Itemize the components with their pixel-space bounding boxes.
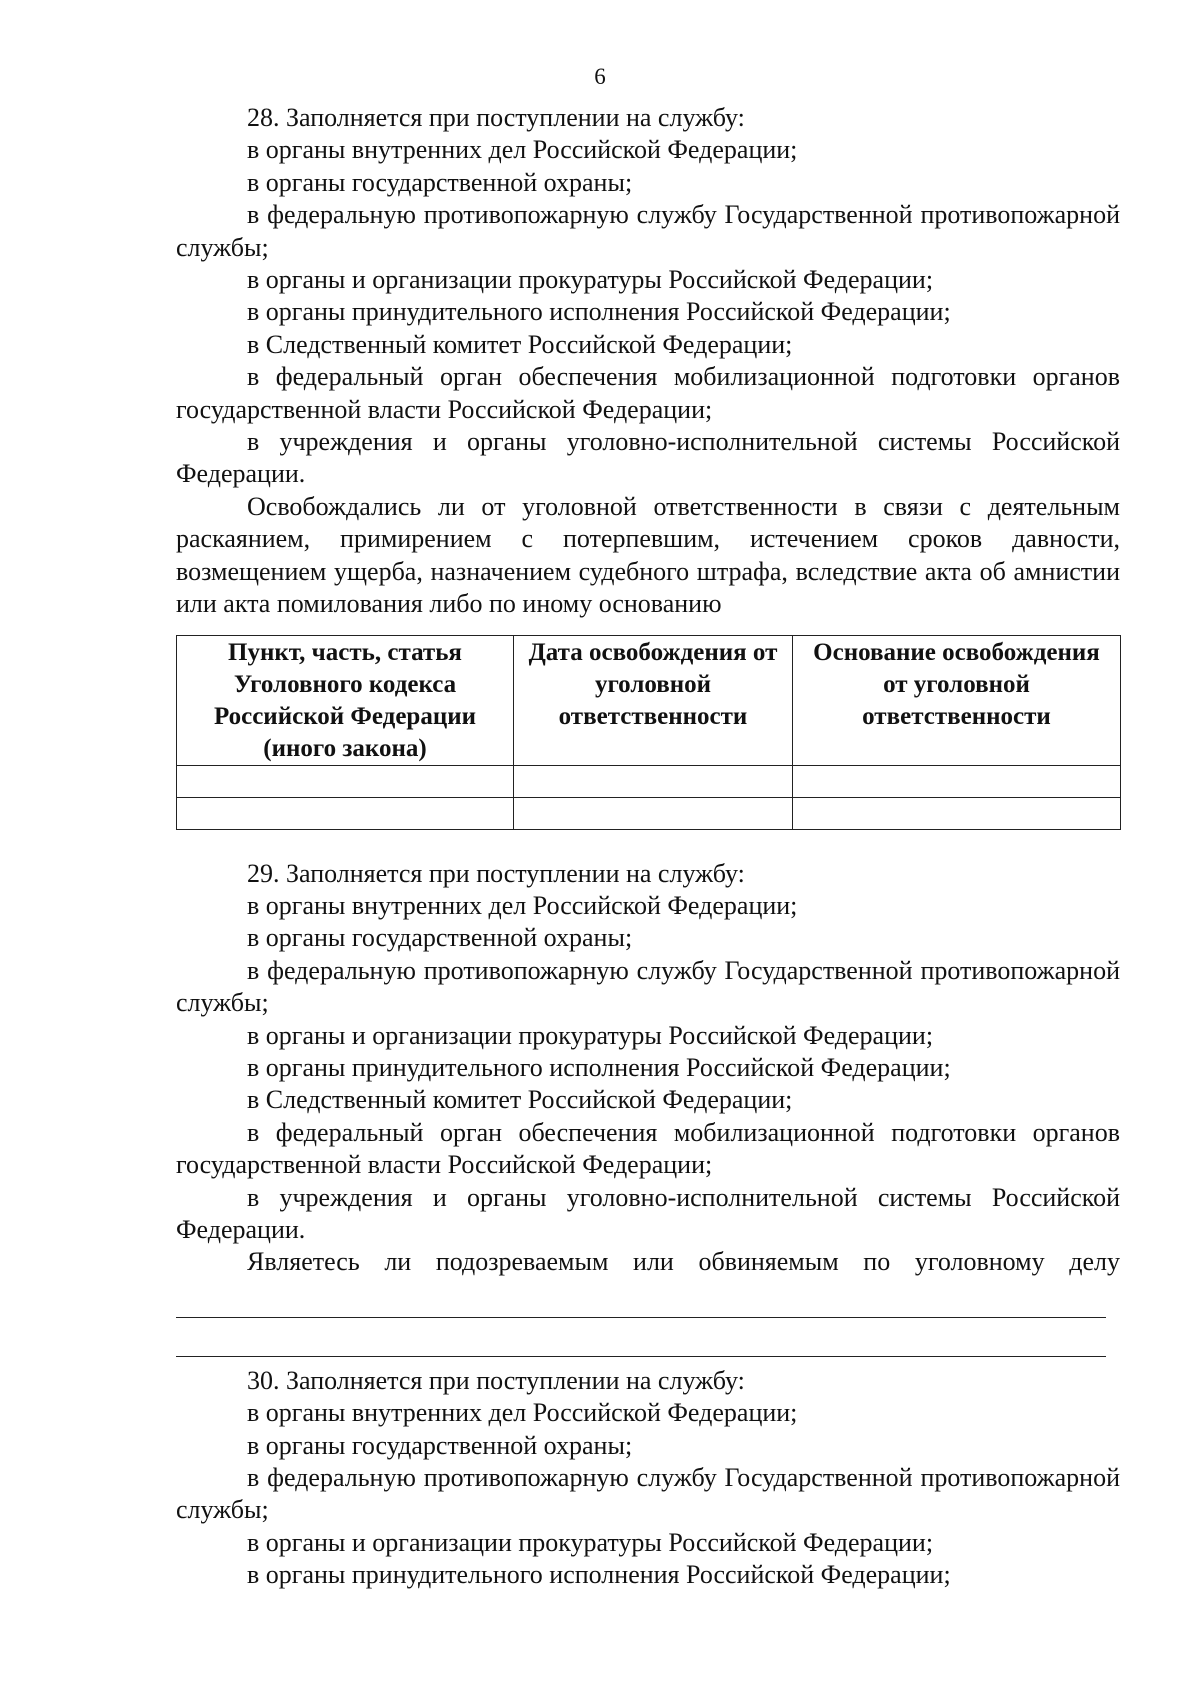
list-item: в органы внутренних дел Российской Федерации;: [247, 890, 798, 920]
list-item: в органы внутренних дел Российской Федерации;: [247, 135, 798, 165]
list-item: в Следственный комитет Российской Федерации;: [247, 329, 793, 359]
table-cell-input[interactable]: [177, 765, 514, 797]
column-header-article: Пункт, часть, статья Уголовного кодекса Российской Федерации (иного закона): [177, 635, 514, 765]
table-cell-input[interactable]: [793, 765, 1121, 797]
table-cell-input[interactable]: [514, 765, 793, 797]
section-30: [176, 1365, 1120, 1592]
list-item: в федеральный орган обеспечения мобилизационной подготовки органов государственной власти Российской Федерации;: [176, 1117, 1120, 1180]
table-cell-input[interactable]: [177, 797, 514, 829]
question-text: Освобождались ли от уголовной ответственности в связи с деятельным раскаянием, примирением с потерпевшим, истечением сроков давности, возмещением ущерба, назначением судебного штрафа, вследствие акта об амнистии или акта помилования либо по иному основанию: [176, 491, 1120, 619]
table-row: [177, 797, 1121, 829]
page-number: 6: [594, 64, 606, 89]
list-item: в органы государственной охраны;: [247, 1430, 633, 1460]
list-item: в органы принудительного исполнения Российской Федерации;: [247, 297, 951, 327]
list-item: в федеральную противопожарную службу Государственной противопожарной службы;: [176, 955, 1120, 1018]
section-30-heading: 30. Заполняется при поступлении на службу:: [247, 1365, 745, 1395]
release-table: [176, 635, 1121, 830]
list-item: в органы государственной охраны;: [247, 923, 633, 953]
answer-line[interactable]: [176, 1279, 1106, 1318]
list-item: в федеральную противопожарную службу Государственной противопожарной службы;: [176, 1463, 1120, 1525]
document-body: [176, 102, 1120, 1592]
question-text: Являетесь ли подозреваемым или обвиняемым по уголовному делу: [247, 1247, 1120, 1277]
table-cell-input[interactable]: [514, 797, 793, 829]
list-item: в учреждения и органы уголовно-исполнительной системы Российской Федерации.: [176, 1182, 1120, 1244]
section-28: [176, 102, 1120, 830]
list-item: в органы и организации прокуратуры Российской Федерации;: [247, 1527, 934, 1557]
answer-line[interactable]: [176, 1318, 1106, 1357]
list-item: в органы принудительного исполнения Российской Федерации;: [247, 1052, 951, 1082]
table-row: [177, 765, 1121, 797]
table-cell-input[interactable]: [793, 797, 1121, 829]
list-item: в органы государственной охраны;: [247, 167, 633, 197]
column-header-date: Дата освобождения от уголовной ответственности: [514, 635, 793, 765]
column-header-basis: Основание освобождения от уголовной ответственности: [793, 635, 1121, 765]
list-item: в учреждения и органы уголовно-исполнительной системы Российской Федерации.: [176, 427, 1120, 489]
section-29: [176, 858, 1120, 1365]
list-item: в Следственный комитет Российской Федерации;: [247, 1085, 793, 1115]
list-item: в федеральный орган обеспечения мобилизационной подготовки органов государственной власти Российской Федерации;: [176, 362, 1120, 424]
list-item: в органы и организации прокуратуры Российской Федерации;: [247, 1020, 934, 1050]
list-item: в органы и организации прокуратуры Российской Федерации;: [247, 265, 934, 295]
table-header-row: [177, 635, 1121, 765]
section-29-heading: 29. Заполняется при поступлении на службу:: [247, 858, 745, 888]
list-item: в органы принудительного исполнения Российской Федерации;: [247, 1560, 951, 1590]
section-28-heading: 28. Заполняется при поступлении на службу:: [247, 103, 745, 132]
list-item: в федеральную противопожарную службу Государственной противопожарной службы;: [176, 200, 1120, 262]
list-item: в органы внутренних дел Российской Федерации;: [247, 1398, 798, 1428]
